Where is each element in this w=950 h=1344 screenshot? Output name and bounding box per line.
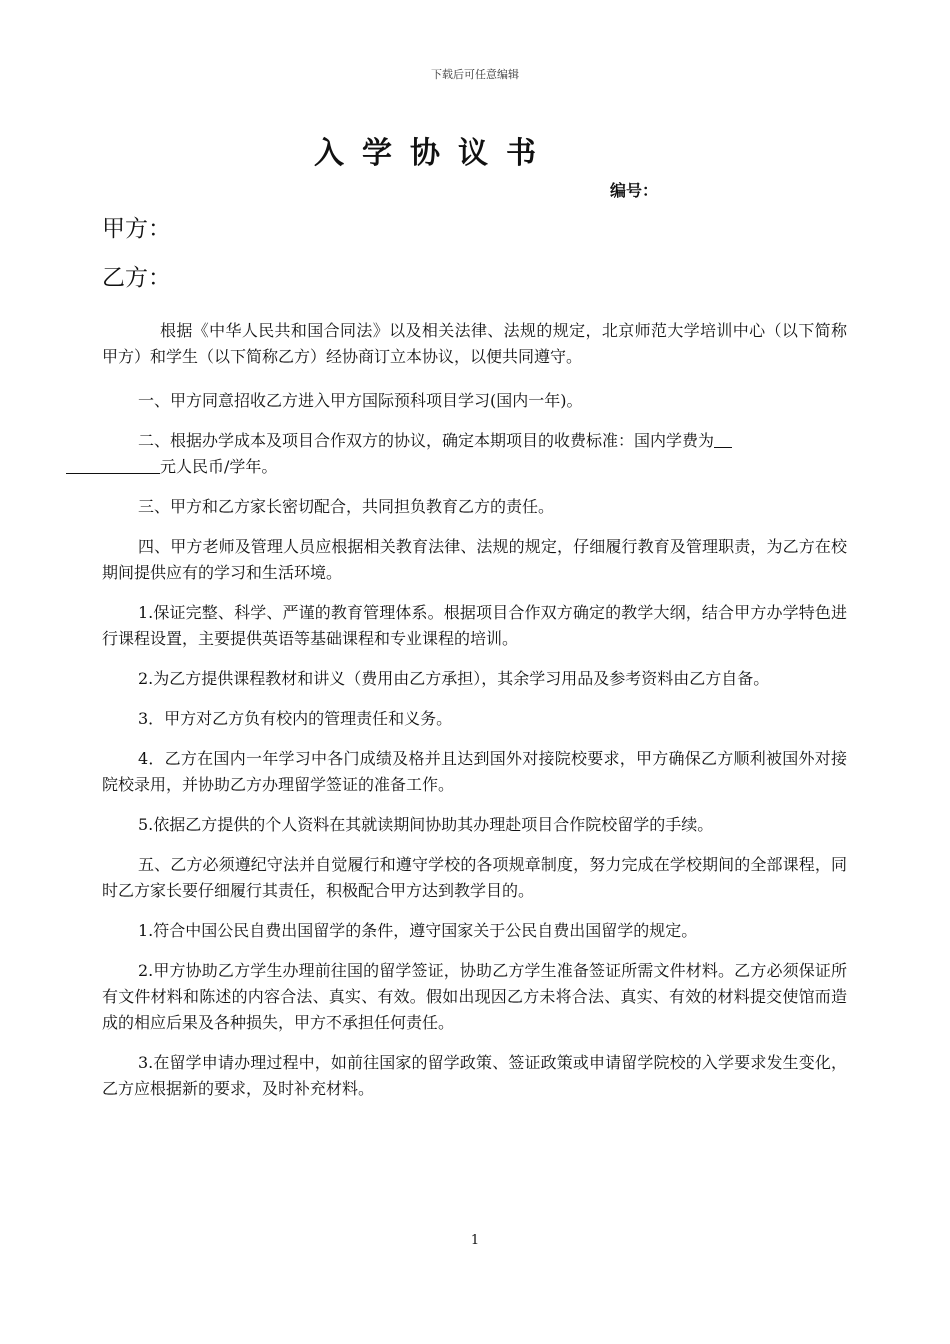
intro-paragraph: 根据《中华人民共和国合同法》以及相关法律、法规的规定，北京师范大学培训中心（以下简称甲方）和学生（以下简称乙方）经协商订立本协议，以便共同遵守。: [102, 321, 847, 366]
clause-4-item-2: 2.为乙方提供课程教材和讲义（费用由乙方承担），其余学习用品及参考资料由乙方自备。: [138, 669, 770, 688]
clause-3: 三、甲方和乙方家长密切配合，共同担负教育乙方的责任。: [138, 497, 555, 516]
agreement-body: [102, 318, 847, 1116]
serial-number-label: 编号：: [610, 181, 659, 200]
fee-blank: [714, 429, 732, 448]
clause-1: 一、甲方同意招收乙方进入甲方国际预科项目学习(国内一年)。: [138, 391, 583, 410]
fee-blank-continued: [66, 455, 160, 474]
party-b-label: 乙方：: [102, 265, 171, 291]
page-number: 1: [470, 1233, 480, 1248]
clause-2: [102, 428, 847, 480]
clause-4-item-1: 1.保证完整、科学、严谨的教育管理体系。根据项目合作双方确定的教学大纲，结合甲方办学特色进行课程设置，主要提供英语等基础课程和专业课程的培训。: [102, 603, 847, 648]
clause-5-item-2: 2.甲方协助乙方学生办理前往国的留学签证，协助乙方学生准备签证所需文件材料。乙方必须保证所有文件材料和陈述的内容合法、真实、有效。假如出现因乙方未将合法、真实、有效的材料提交使馆而造成的相应后果及各种损失，甲方不承担任何责任。: [102, 961, 847, 1032]
clause-5-item-1: 1.符合中国公民自费出国留学的条件，遵守国家关于公民自费出国留学的规定。: [138, 921, 698, 940]
clause-4: 四、甲方老师及管理人员应根据相关教育法律、法规的规定，仔细履行教育及管理职责，为乙方在校期间提供应有的学习和生活环境。: [102, 537, 847, 582]
header-note: 下载后可任意编辑: [431, 68, 519, 81]
clause-4-item-4: 4．乙方在国内一年学习中各门成绩及格并且达到国外对接院校要求，甲方确保乙方顺利被国外对接院校录用，并协助乙方办理留学签证的准备工作。: [102, 749, 847, 794]
clause-4-item-3: 3．甲方对乙方负有校内的管理责任和义务。: [138, 709, 453, 728]
clause-5-item-3: 3.在留学申请办理过程中，如前往国家的留学政策、签证政策或申请留学院校的入学要求发生变化，乙方应根据新的要求，及时补充材料。: [102, 1053, 847, 1098]
clause-2-unit: 元人民币/学年。: [160, 457, 278, 476]
party-a-label: 甲方：: [102, 216, 171, 242]
clause-4-item-5: 5.依据乙方提供的个人资料在其就读期间协助其办理赴项目合作院校留学的手续。: [138, 815, 714, 834]
document-title: 入学协议书: [314, 136, 554, 171]
clause-5: 五、乙方必须遵纪守法并自觉履行和遵守学校的各项规章制度，努力完成在学校期间的全部课程，同时乙方家长要仔细履行其责任，积极配合甲方达到教学目的。: [102, 855, 847, 900]
clause-2-text: 二、根据办学成本及项目合作双方的协议，确定本期项目的收费标准：国内学费为: [138, 431, 715, 450]
